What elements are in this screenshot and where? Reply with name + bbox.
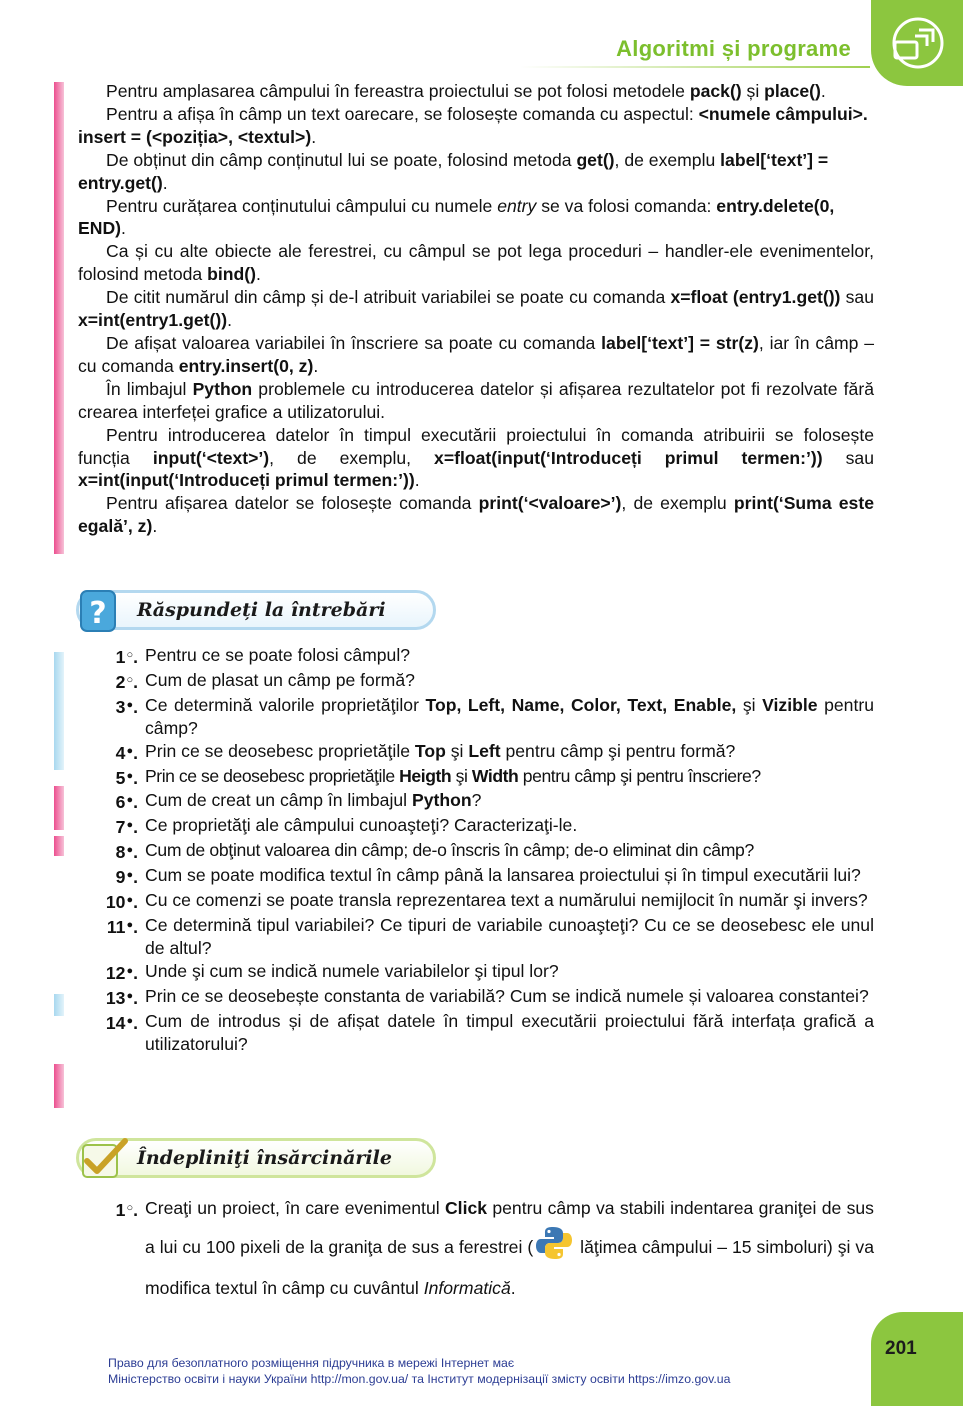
main-text — [78, 80, 874, 538]
text: . — [162, 172, 168, 193]
text: . — [311, 126, 317, 147]
text: Prin ce se deosebesc proprietăţile — [145, 765, 400, 786]
paragraph — [78, 80, 874, 103]
list-item — [78, 789, 874, 814]
code: x=float(input(‘Introduceți primul termen:’)) — [434, 447, 823, 468]
list-item — [78, 644, 874, 669]
question-number: 10●. — [105, 892, 138, 913]
chapter-title: Algoritmi și programe — [616, 36, 851, 61]
difficulty-marker: ● — [126, 769, 134, 782]
number: 8 — [115, 842, 126, 863]
margin-bar — [54, 1064, 64, 1108]
list-item — [78, 669, 874, 694]
number: 2 — [115, 671, 126, 692]
code: label[‘text’] = str(z) — [601, 332, 759, 353]
question-text — [145, 960, 874, 985]
question-text — [145, 889, 874, 914]
difficulty-marker: ● — [126, 918, 134, 931]
difficulty-marker: ● — [126, 964, 134, 977]
list-item — [78, 740, 874, 765]
text: Pentru afișarea datelor se folosește comanda — [106, 493, 479, 514]
question-text — [145, 765, 874, 790]
number: 3 — [115, 696, 126, 717]
code: print(‘Suma este egală’, z) — [78, 493, 874, 537]
difficulty-marker: ● — [126, 794, 134, 807]
text: Creaţi un proiect, în care evenimentul — [145, 1198, 445, 1218]
text: şi — [445, 740, 469, 761]
text: . — [414, 470, 420, 491]
paragraph — [78, 492, 874, 538]
number: 11 — [106, 916, 126, 937]
question-number: 12●. — [105, 962, 138, 983]
text: Ce determină valorile proprietăţilor — [145, 694, 426, 715]
code: label[‘text’] = entry.get() — [78, 149, 829, 193]
text: Pentru a afișa în câmp un text oarecare, se folosește comanda cu aspectul: — [106, 103, 699, 124]
paragraph — [78, 240, 874, 286]
text: . — [227, 310, 232, 331]
text: De afișat valoarea variabilei în înscriere sa poate cu comanda — [106, 332, 602, 353]
difficulty-marker: ● — [126, 698, 134, 711]
question-number: 6●. — [115, 792, 138, 813]
question-number: 1○. — [115, 647, 138, 667]
text: . — [820, 81, 826, 101]
task-number: 1○. — [115, 1200, 138, 1220]
text: pentru câmp? — [145, 694, 874, 738]
list-item — [78, 765, 874, 790]
paragraph — [78, 378, 874, 424]
question-number: 3●. — [115, 696, 138, 717]
text: Ce determină tipul variabilei? Ce tipuri de variabile cunoaşteţi? Cu ce se deosebesc ele unul de altul? — [145, 914, 874, 958]
list-item — [78, 864, 874, 889]
code: print(‘<valoare>’) — [478, 493, 622, 514]
text: În limbajul — [106, 378, 193, 399]
text: Prin ce se deosebesc proprietăţile — [145, 740, 415, 761]
paragraph — [78, 286, 874, 332]
text: . — [121, 218, 126, 239]
difficulty-marker: ○ — [126, 673, 134, 686]
question-text — [145, 864, 874, 889]
paragraph — [78, 424, 874, 493]
list-item — [78, 889, 874, 914]
code: x=int(entry1.get()) — [78, 310, 228, 331]
number: 5 — [115, 767, 126, 788]
question-text — [145, 914, 874, 960]
text: Prin ce se deosebește constanta de variabilă? Cum se indică numele și valoarea constantei? — [145, 985, 869, 1006]
question-text — [145, 740, 874, 765]
text: şi — [451, 765, 472, 786]
question-text — [145, 814, 874, 839]
margin-bar — [54, 652, 64, 770]
difficulty-marker: ● — [126, 819, 134, 832]
code: input(‘<text>’) — [152, 447, 270, 468]
text: Unde şi cum se indică numele variabilelor şi tipul lor? — [145, 960, 559, 981]
text: Pentru curățarea conținutului câmpului cu numele — [106, 195, 498, 216]
bold-text: Click — [444, 1198, 488, 1218]
margin-bar — [54, 836, 64, 856]
text: pentru câmp şi pentru formă? — [500, 740, 736, 761]
question-number: 13●. — [105, 987, 138, 1008]
task-item — [78, 1192, 874, 1305]
code: pack() — [689, 81, 742, 101]
question-number: 8●. — [115, 842, 138, 863]
bold-text: Top — [414, 740, 446, 761]
difficulty-marker: ● — [126, 989, 134, 1002]
text: problemele cu introducerea datelor și afișarea rezultatelor pot fi rezolvate fără crearea interfeței grafice a utilizatorului. — [78, 378, 874, 422]
text: Ca și cu alte obiecte ale ferestrei, cu câmpul se pot lega proceduri – handler-ele evenimentelor, folosind metoda — [78, 241, 874, 285]
code: bind() — [207, 264, 256, 285]
text: și — [741, 81, 765, 101]
text: se va folosi comanda: — [536, 195, 717, 216]
question-text — [145, 694, 874, 740]
difficulty-marker: ● — [126, 844, 134, 857]
text: pentru câmp va stabili indentarea graniţei de sus a lui cu 100 pixeli de la graniţa de sus a ferestrei ( — [145, 1198, 874, 1257]
number: 1 — [115, 1200, 126, 1220]
number: 6 — [115, 792, 126, 813]
difficulty-marker: ● — [126, 1014, 134, 1027]
difficulty-marker: ● — [126, 894, 134, 907]
code: x=int(input(‘Introduceți primul termen:’)) — [78, 470, 415, 491]
text: Cum de creat un câmp în limbajul — [145, 790, 412, 811]
difficulty-marker: ● — [126, 744, 134, 757]
page-number-tab — [871, 1312, 963, 1406]
paragraph — [78, 332, 874, 378]
code: entry.delete(0, END) — [78, 195, 835, 239]
text: , de exemplu — [621, 493, 734, 514]
text: pentru câmp şi pentru înscriere? — [518, 765, 761, 786]
bold-text: Top, Left, Name, Color, Text, Enable, — [425, 694, 737, 715]
text: , iar în câmp – cu comanda — [78, 332, 874, 376]
code: Python — [192, 378, 253, 399]
text: şi — [736, 694, 763, 715]
python-logo-icon — [535, 1225, 573, 1272]
paragraph — [78, 103, 874, 149]
number: 13 — [105, 987, 126, 1008]
difficulty-marker: ○ — [126, 1202, 134, 1214]
list-item — [78, 694, 874, 740]
text: Cum de obţinut valoarea din câmp; de-o înscris în câmp; de-o eliminat din câmp? — [145, 840, 755, 861]
paragraph — [78, 149, 874, 195]
paragraph — [78, 195, 874, 241]
code: x=float (entry1.get()) — [670, 287, 841, 308]
text: Cu ce comenzi se poate transla reprezentarea text a numărului nemijlocit în număr şi invers? — [145, 890, 868, 911]
question-number: 9●. — [115, 867, 138, 888]
page-number: 201 — [885, 1338, 917, 1359]
text: Pentru introducerea datelor în timpul executării proiectului în comanda atribuirii se folosește funcția — [78, 424, 874, 468]
text: Pentru ce se poate folosi câmpul? — [145, 645, 411, 665]
number: 14 — [105, 1012, 126, 1033]
bold-text: Width — [471, 765, 519, 786]
list-item — [78, 1010, 874, 1056]
bold-text: Vizible — [762, 694, 818, 715]
footer — [108, 1355, 730, 1387]
text: . — [255, 264, 261, 285]
svg-text:?: ? — [89, 596, 107, 631]
question-number: 11●. — [106, 916, 138, 937]
number: 4 — [115, 742, 126, 763]
monitor-icon — [889, 16, 947, 70]
footer-line: Право для безоплатного розміщення підручника в мережі Інтернет має — [108, 1356, 515, 1370]
question-text — [145, 839, 874, 864]
code: <numele câmpului>. insert = (<poziția>, <textul>) — [78, 103, 868, 147]
italic-text: entry — [497, 195, 537, 216]
number: 1 — [115, 647, 126, 667]
text: . — [313, 355, 319, 376]
number: 10 — [105, 892, 126, 913]
checkmark-icon — [77, 1135, 133, 1183]
code: entry.insert(0, z) — [178, 355, 314, 376]
section-title: Îndepliniţi însărcinările — [137, 1147, 392, 1169]
number: 9 — [115, 867, 126, 888]
bold-text: Heigth — [399, 765, 452, 786]
text: De obținut din câmp conținutul lui se poate, folosind metoda — [106, 149, 577, 170]
question-text — [145, 789, 874, 814]
italic-text: Informatică — [423, 1278, 511, 1298]
margin-bar — [54, 786, 64, 830]
list-item — [78, 985, 874, 1010]
question-text — [145, 1010, 874, 1056]
list-item — [78, 814, 874, 839]
text: Pentru amplasarea câmpului în fereastra proiectului se pot folosi metodele — [106, 81, 690, 101]
difficulty-marker: ● — [126, 869, 134, 882]
header-underline — [520, 66, 870, 68]
section-title: Răspundeți la întrebări — [137, 599, 386, 621]
bold-text: Python — [411, 790, 472, 811]
text: Cum de plasat un câmp pe formă? — [145, 669, 415, 690]
footer-line: Міністерство освіти і науки України http://mon.gov.ua/ та Інститут модернізації змісту освіти https://imzo.gov.ua — [108, 1372, 731, 1386]
text: , de exemplu — [614, 149, 721, 170]
text: . — [510, 1278, 516, 1298]
question-number: 14●. — [105, 1012, 138, 1033]
bold-text: Left — [468, 740, 501, 761]
list-item — [78, 839, 874, 864]
text: sau — [822, 447, 874, 468]
code: place() — [764, 81, 821, 101]
questions-list — [78, 644, 874, 1055]
question-text — [145, 669, 874, 694]
list-item — [78, 914, 874, 960]
questions-header — [76, 590, 436, 630]
text: Cum se poate modifica textul în câmp până la lansarea proiectului și în timpul executării lui? — [145, 865, 861, 886]
margin-bar — [54, 994, 64, 1016]
question-number: 4●. — [115, 742, 138, 763]
text: ? — [471, 790, 482, 811]
tasks-header — [76, 1138, 436, 1178]
number: 7 — [115, 817, 126, 838]
code: get() — [576, 149, 615, 170]
text: Ce proprietăţi ale câmpului cunoaşteţi? Caracterizaţi-le. — [145, 815, 578, 836]
corner-tab — [871, 0, 963, 86]
text: , de exemplu, — [269, 447, 435, 468]
question-text — [145, 985, 874, 1010]
text: De citit numărul din câmp și de-l atribuit variabilei se poate cu comanda — [106, 287, 671, 308]
task-text — [145, 1192, 874, 1305]
text: lăţimea câmpului – 15 simboluri) şi va modifica textul în câmp cu cuvântul — [145, 1237, 874, 1298]
question-number: 5●. — [115, 767, 138, 788]
question-number: 2○. — [115, 671, 138, 692]
margin-bar — [54, 82, 64, 554]
list-item — [78, 960, 874, 985]
question-number: 7●. — [115, 817, 138, 838]
text: Cum de introdus și de afișat datele în timpul executării proiectului fără interfața grafică a utilizatorului? — [145, 1010, 874, 1054]
text: . — [152, 516, 158, 537]
question-text — [145, 644, 874, 669]
difficulty-marker: ○ — [126, 649, 134, 661]
text: sau — [840, 287, 874, 308]
number: 12 — [105, 962, 126, 983]
question-mark-icon — [77, 587, 121, 635]
